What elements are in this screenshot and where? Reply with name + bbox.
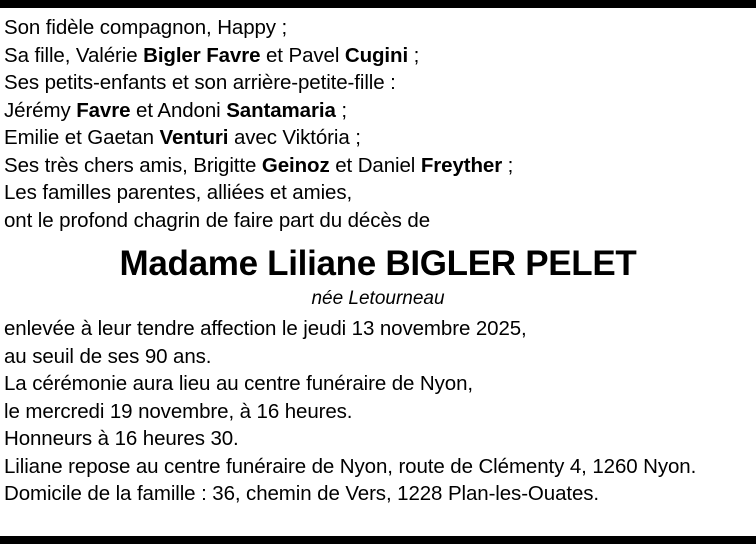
notice-line-1 <box>4 14 752 42</box>
emphasis-text: Favre <box>76 98 131 122</box>
plain-text: Ses petits-enfants et son arrière-petite-fille : <box>4 71 396 94</box>
plain-text: et Daniel <box>329 153 421 177</box>
closing-line-2 <box>4 343 752 371</box>
obituary-notice <box>0 8 756 508</box>
plain-text: Emilie et Gaetan <box>4 126 160 149</box>
emphasis-text: Bigler Favre <box>143 43 261 67</box>
deceased-name: Madame Liliane BIGLER PELET <box>119 244 637 283</box>
plain-text: avec Viktória ; <box>228 126 361 149</box>
plain-text: et Andoni <box>130 98 227 122</box>
plain-text: et Pavel <box>260 43 345 67</box>
closing-line-7 <box>4 480 752 508</box>
emphasis-text: Cugini <box>344 43 409 67</box>
plain-text: ont le profond chagrin de faire part du décès de <box>4 208 430 232</box>
notice-line-7 <box>4 179 752 207</box>
notice-line-3 <box>4 69 752 97</box>
plain-text: le mercredi 19 novembre, à 16 heures. <box>4 399 353 423</box>
emphasis-text: Freyther <box>420 153 503 177</box>
plain-text: enlevée à leur tendre affection le jeudi 13 novembre 2025, <box>4 317 527 340</box>
plain-text: Sa fille, Valérie <box>4 43 144 67</box>
bottom-border-bar <box>0 536 756 544</box>
intro-lines-block <box>4 14 752 234</box>
plain-text: Jérémy <box>4 98 77 122</box>
plain-text: Domicile de la famille : 36, chemin de Vers, 1228 Plan-les-Ouates. <box>4 482 600 505</box>
closing-line-5 <box>4 425 752 453</box>
emphasis-text: Santamaria <box>226 98 336 122</box>
plain-text: Honneurs à 16 heures 30. <box>4 427 239 450</box>
plain-text: La cérémonie aura lieu au centre funéraire de Nyon, <box>4 372 473 395</box>
notice-line-5 <box>4 124 752 152</box>
plain-text: ; <box>502 153 514 177</box>
notice-line-2 <box>4 42 752 70</box>
maiden-name: née Letourneau <box>311 288 445 309</box>
emphasis-text: Geinoz <box>261 153 330 177</box>
closing-line-3 <box>4 370 752 398</box>
notice-line-6 <box>4 152 752 180</box>
closing-line-6 <box>4 453 752 481</box>
plain-text: ; <box>408 43 420 67</box>
notice-line-8 <box>4 207 752 235</box>
plain-text: Les familles parentes, alliées et amies, <box>4 181 353 204</box>
closing-line-4 <box>4 398 752 426</box>
plain-text: Son fidèle compagnon, Happy ; <box>4 16 288 39</box>
closing-line-1 <box>4 315 752 343</box>
top-border-bar <box>0 0 756 8</box>
plain-text: Liliane repose au centre funéraire de Nyon, route de Clémenty 4, 1260 Nyon. <box>4 454 697 478</box>
plain-text: ; <box>335 98 347 122</box>
emphasis-text: Venturi <box>159 126 229 149</box>
plain-text: Ses très chers amis, Brigitte <box>4 153 262 177</box>
plain-text: au seuil de ses 90 ans. <box>4 344 212 368</box>
notice-line-4 <box>4 97 752 125</box>
closing-lines-block <box>4 315 752 508</box>
